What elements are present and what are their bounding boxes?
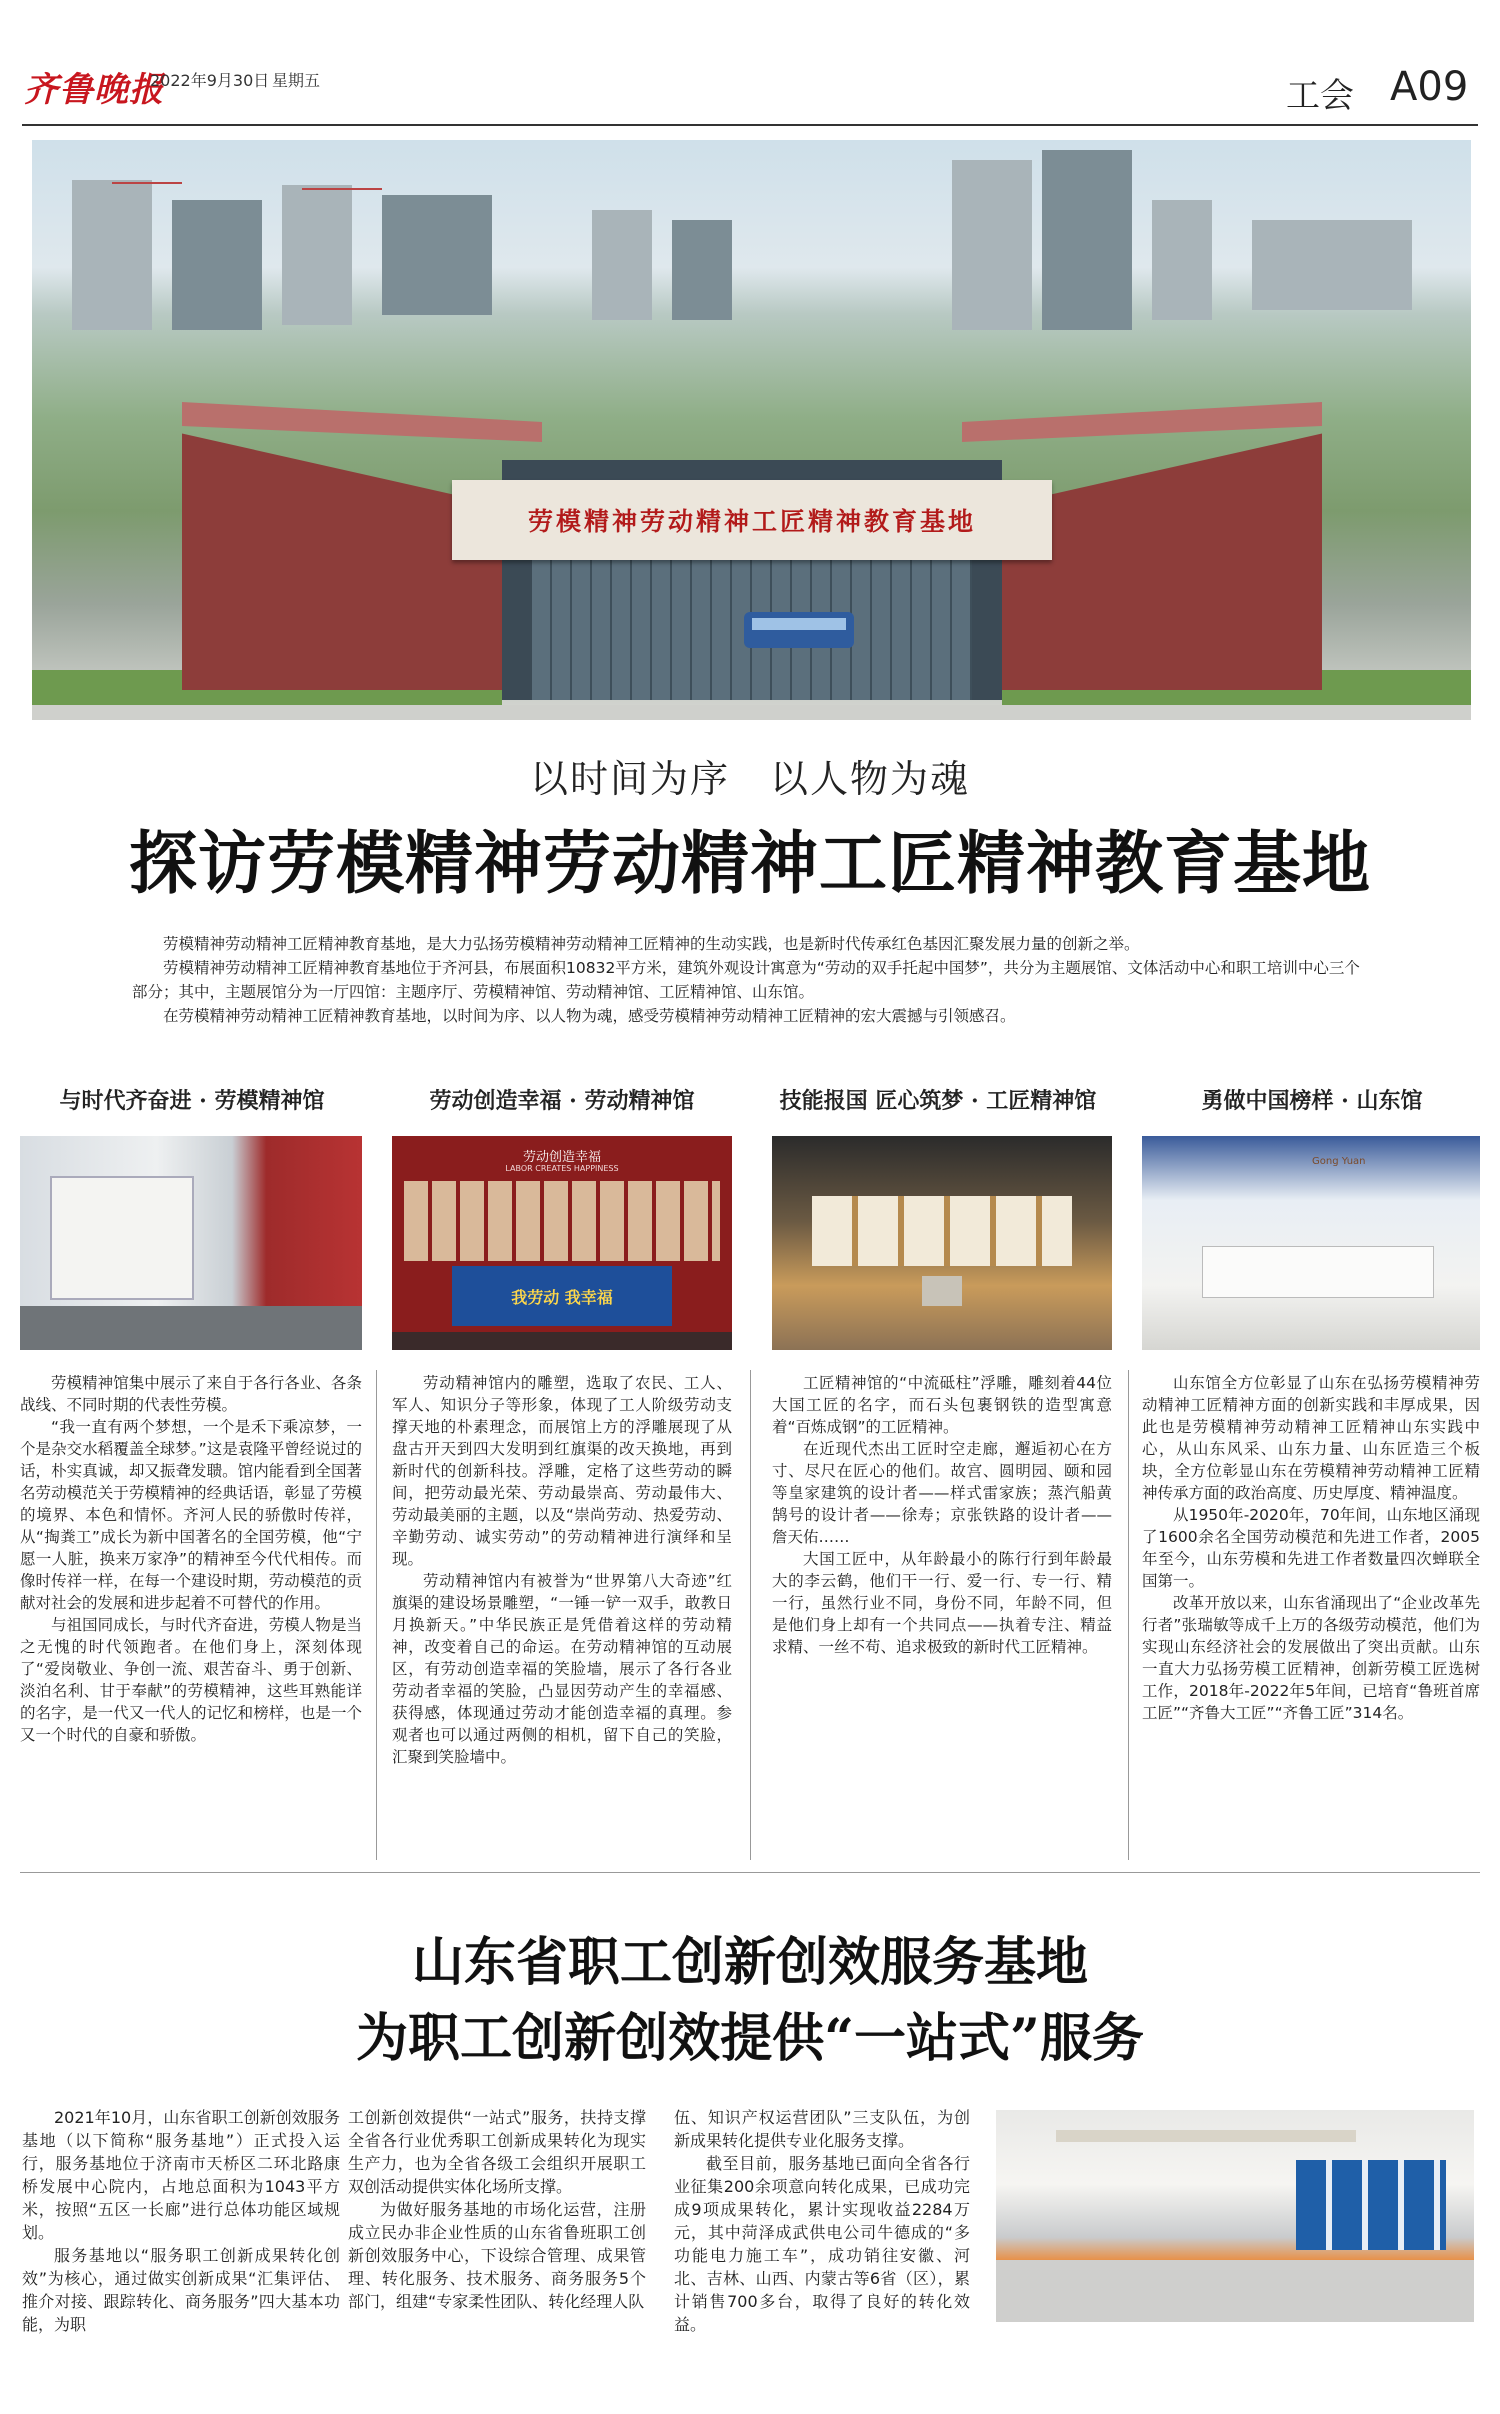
building-sign: 劳模精神劳动精神工匠精神教育基地	[452, 480, 1052, 560]
paragraph: 在近现代杰出工匠时空走廊，邂逅初心在方寸、尽尺在匠心的他们。故宫、圆明园、颐和园等皇家建筑的设计者——样式雷家族；蒸汽船黄鹄号的设计者——徐寿；京张铁路的设计者——詹天佑……	[772, 1440, 1112, 1546]
background-building	[592, 210, 652, 320]
floor	[20, 1306, 362, 1350]
paragraph: 从1950年-2020年，70年间，山东地区涌现了1600余名全国劳动模范和先进工作者，2005年至今，山东劳模和先进工作者数量四次蝉联全国第一。	[1142, 1506, 1480, 1590]
article2-column-3	[674, 2106, 970, 2336]
hall-sign-en: LABOR CREATES HAPPINESS	[505, 1164, 619, 1173]
bus-windows	[752, 618, 846, 630]
background-building	[952, 160, 1032, 330]
paragraph: 大国工匠中，从年龄最小的陈行行到年龄最大的李云鹤，他们干一行、爱一行、专一行、精一行，虽然行业不同，身份不同，年龄不同，但是他们身上却有一个共同点——执着专注、精益求精、一丝不苟、追求极致的新时代工匠精神。	[772, 1550, 1112, 1656]
background-building	[282, 185, 352, 325]
photo-craftsman-hall	[772, 1136, 1112, 1350]
paragraph: 工创新创效提供“一站式”服务，扶持支撑全省各行业优秀职工创新成果转化为现实生产力，也为全省各级工会组织开展职工双创活动提供实体化场所支撑。	[348, 2108, 646, 2196]
paragraph: “我一直有两个梦想，一个是禾下乘凉梦，一个是杂交水稻覆盖全球梦。”这是袁隆平曾经说过的话，朴实真诚，却又振聋发聩。馆内能看到全国著名劳动模范关于劳模精神的经典话语，彰显了劳模的境界、本色和情怀。齐河人民的骄傲时传祥，从“掏粪工”成长为新中国著名的全国劳模，他“宁愿一人脏，换来万家净”的精神至今代代相传。而像时传祥一样，在每一个建设时期，劳动模范的贡献对社会的发展和进步起着不可替代的作用。	[20, 1418, 362, 1612]
paragraph: 与祖国同成长，与时代齐奋进，劳模人物是当之无愧的时代领跑者。在他们身上，深刻体现了“爱岗敬业、争创一流、艰苦奋斗、勇于创新、淡泊名利、甘于奉献”的劳模精神，这些耳熟能详的名字，是一代又一代人的记忆和榜样，也是一个又一个时代的自豪和骄傲。	[20, 1616, 362, 1744]
column-text-model-worker-hall	[20, 1372, 362, 1746]
portrait-caption: Gong Yuan	[1312, 1156, 1366, 1167]
display-case	[922, 1276, 962, 1306]
column-heading-shandong-hall: 勇做中国榜样 · 山东馆	[1201, 1088, 1423, 1114]
paragraph: 伍、知识产权运营团队”三支队伍，为创新成果转化提供专业化服务支撑。	[674, 2108, 970, 2150]
photo-wall	[404, 1181, 720, 1261]
paragraph: 山东馆全方位彰显了山东在弘扬劳模精神劳动精神工匠精神方面的创新实践和丰厚成果，因此也是劳模精神劳动精神工匠精神山东实践中心，从山东风采、山东力量、山东匠造三个板块，全方位彰显山东在劳模精神劳动精神工匠精神传承方面的政治高度、历史厚度、精神温度。	[1142, 1374, 1480, 1502]
paragraph: 劳动精神馆内有被誉为“世界第八大奇迹”红旗渠的建设场景雕塑，“一锤一铲一双手，敢教日月换新天。”中华民族正是凭借着这样的劳动精神，改变着自己的命运。在劳动精神馆的互动展区，有劳动创造幸福的笑脸墙，展示了各行各业劳动者幸福的笑脸，凸显因劳动产生的幸福感、获得感，体现通过劳动才能创造幸福的真理。参观者也可以通过两侧的相机，留下自己的笑脸，汇聚到笑脸墙中。	[392, 1572, 732, 1766]
article-title: 探访劳模精神劳动精神工匠精神教育基地	[128, 824, 1371, 904]
article2-title-line2: 为职工创新创效提供“一站式”服务	[356, 2008, 1144, 2069]
column-text-craftsman-hall	[772, 1372, 1112, 1658]
display-case	[1202, 1246, 1434, 1298]
floor	[392, 1332, 732, 1350]
background-building	[382, 195, 492, 315]
article-subtitle: 以时间为序 以人物为魂	[529, 757, 970, 801]
photo-model-worker-hall	[20, 1136, 362, 1350]
column-heading-labor-hall: 劳动创造幸福 · 劳动精神馆	[429, 1088, 695, 1114]
column-divider	[376, 1370, 377, 1860]
photo-shandong-hall	[1142, 1136, 1480, 1350]
crane	[112, 182, 182, 184]
background-building	[1252, 220, 1412, 310]
background-building	[672, 220, 732, 320]
left-wing-roof	[182, 402, 542, 442]
background-building	[72, 180, 152, 330]
exhibition-panels	[1296, 2160, 1446, 2250]
background-building	[1152, 200, 1212, 320]
intro-paragraph: 在劳模精神劳动精神工匠精神教育基地，以时间为序、以人物为魂，感受劳模精神劳动精神工匠精神的宏大震撼与引领感召。	[163, 1007, 1016, 1025]
ceiling-beam	[1056, 2130, 1356, 2142]
section-name: 工会	[1286, 76, 1354, 116]
smile-wall-banner: 我劳动 我幸福	[452, 1266, 672, 1326]
right-wing-roof	[962, 402, 1322, 442]
paragraph: 2021年10月，山东省职工创新创效服务基地（以下简称“服务基地”）正式投入运行，服务基地位于济南市天桥区二环北路康桥发展中心院内，占地总面积为1043平方米，按照“五区一长廊”进行总体功能区域规划。	[22, 2108, 340, 2242]
exhibit-panel	[50, 1176, 194, 1300]
background-building	[1042, 150, 1132, 330]
floor	[996, 2260, 1474, 2322]
article2-column-1	[22, 2106, 340, 2336]
paragraph: 改革开放以来，山东省涌现出了“企业改革先行者”张瑞敏等成千上万的各级劳动模范，他们为实现山东经济社会的发展做出了突出贡献。山东一直大力弘扬劳模工匠精神，创新劳模工匠选树工作，2018年-2022年5年间，已培育“鲁班首席工匠”“齐鲁大工匠”“齐鲁工匠”314名。	[1142, 1594, 1480, 1722]
paragraph: 劳动精神馆内的雕塑，选取了农民、工人、军人、知识分子等形象，体现了工人阶级劳动支撑天地的朴素理念，而展馆上方的浮雕展现了从盘古开天到四大发明到红旗渠的改天换地，再到新时代的创新科技。浮雕，定格了这些劳动的瞬间，把劳动最光荣、劳动最崇高、劳动最伟大、劳动最美丽的主题，以及“崇尚劳动、热爱劳动、辛勤劳动、诚实劳动”的劳动精神进行演绎和呈现。	[392, 1374, 732, 1568]
column-heading-model-worker-hall: 与时代齐奋进 · 劳模精神馆	[59, 1088, 325, 1114]
paragraph: 截至目前，服务基地已面向全省各行业征集200余项意向转化成果，已成功完成9项成果转化，累计实现收益2284万元，其中菏泽成武供电公司牛德成的“多功能电力施工车”，成功销往安徽、河北、吉林、山西、内蒙古等6省（区），累计销售700多台，取得了良好的转化效益。	[674, 2154, 970, 2334]
hall-sign: 劳动创造幸福	[522, 1150, 601, 1165]
article-intro	[132, 932, 1372, 1028]
background-building	[172, 200, 262, 330]
crane	[302, 188, 382, 190]
article2-title-line1: 山东省职工创新创效服务基地	[411, 1932, 1088, 1993]
intro-paragraph: 劳模精神劳动精神工匠精神教育基地位于齐河县，布展面积10832平方米，建筑外观设计寓意为“劳动的双手托起中国梦”，共分为主题展馆、文体活动中心和职工培训中心三个部分；其中，主题展馆分为一厅四馆：主题序厅、劳模精神馆、劳动精神馆、工匠精神馆、山东馆。	[132, 959, 1360, 1001]
paragraph: 服务基地以“服务职工创新成果转化创效”为核心，通过做实创新成果“汇集评估、推介对接、跟踪转化、商务服务”四大基本功能，为职	[22, 2246, 340, 2334]
column-divider	[1128, 1370, 1129, 1860]
exhibit-wall	[812, 1196, 1072, 1266]
entrance-plaza	[32, 705, 1471, 720]
page-number: A09	[1390, 64, 1469, 110]
header-rule	[22, 124, 1478, 126]
column-divider	[750, 1370, 751, 1860]
paragraph: 工匠精神馆的“中流砥柱”浮雕，雕刻着44位大国工匠的名字，而石头包裹钢铁的造型寓意着“百炼成钢”的工匠精神。	[772, 1374, 1112, 1436]
column-text-shandong-hall	[1142, 1372, 1480, 1724]
photo-labor-hall	[392, 1136, 732, 1350]
masthead-logo: 齐鲁晚报	[24, 70, 164, 110]
paragraph: 劳模精神馆集中展示了来自于各行各业、各条战线、不同时期的代表性劳模。	[20, 1374, 362, 1414]
photo-innovation-base	[996, 2110, 1474, 2322]
article2-column-2	[348, 2106, 646, 2313]
hero-photo-education-base	[32, 140, 1471, 720]
issue-weekday: 星期五	[272, 71, 321, 90]
column-text-labor-hall	[392, 1372, 732, 1768]
intro-paragraph: 劳模精神劳动精神工匠精神教育基地，是大力弘扬劳模精神劳动精神工匠精神的生动实践，也是新时代传承红色基因汇聚发展力量的创新之举。	[163, 935, 1140, 953]
paragraph: 为做好服务基地的市场化运营，注册成立民办非企业性质的山东省鲁班职工创新创效服务中心，下设综合管理、成果管理、转化服务、技术服务、商务服务5个部门，组建“专家柔性团队、转化经理人队	[348, 2200, 646, 2311]
column-heading-craftsman-hall: 技能报国 匠心筑梦 · 工匠精神馆	[779, 1088, 1097, 1114]
section-divider	[20, 1872, 1480, 1873]
issue-date: 2022年9月30日	[150, 71, 270, 90]
